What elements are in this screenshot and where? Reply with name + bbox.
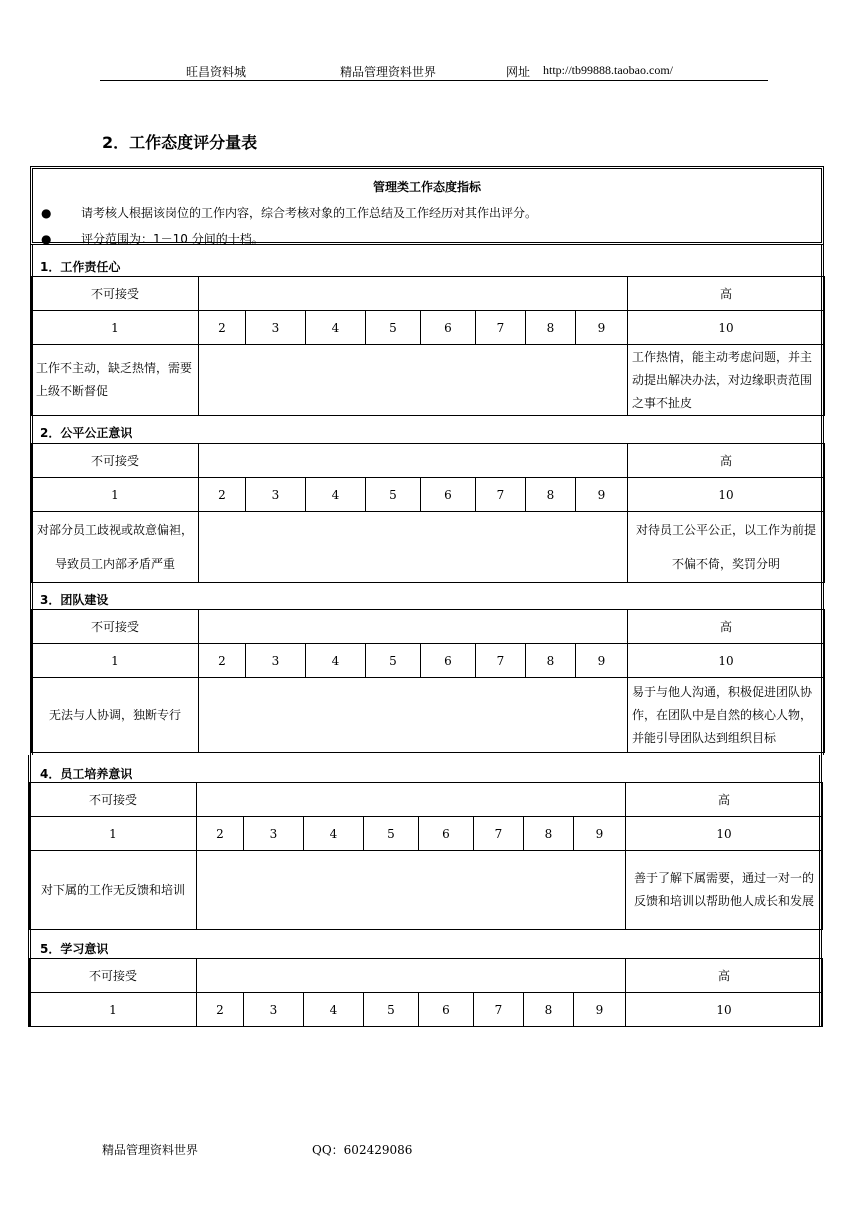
score-cell[interactable]: 7 <box>474 993 524 1027</box>
score-cell[interactable]: 4 <box>304 993 364 1027</box>
score-cell[interactable]: 8 <box>526 478 576 512</box>
score-cell[interactable]: 2 <box>197 817 244 851</box>
scale-low-label: 不可接受 <box>30 959 197 993</box>
bullet-icon: ● <box>41 232 52 246</box>
scale-low-label: 不可接受 <box>30 783 197 817</box>
score-cell[interactable]: 1 <box>32 311 199 345</box>
scale-low-label: 不可接受 <box>32 277 199 311</box>
score-cell[interactable]: 7 <box>476 644 526 678</box>
score-cell[interactable]: 8 <box>526 311 576 345</box>
low-description: 对部分员工歧视或故意偏袒，导致员工内部矛盾严重 <box>32 512 199 583</box>
score-cell[interactable]: 6 <box>419 993 474 1027</box>
intro-box <box>30 166 824 245</box>
score-cell[interactable]: 3 <box>244 817 304 851</box>
score-cell[interactable]: 1 <box>32 644 199 678</box>
intro-title: 管理类工作态度指标 <box>372 180 481 194</box>
score-cell[interactable]: 9 <box>574 817 626 851</box>
high-description: 工作热情，能主动考虑问题，并主动提出解决办法，对边缘职责范围之事不扯皮 <box>628 345 825 416</box>
score-cell[interactable]: 2 <box>199 311 246 345</box>
high-description: 善于了解下属需要，通过一对一的反馈和培训以帮助他人成长和发展 <box>626 851 823 930</box>
section-title: 2．公平公正意识 <box>40 426 133 440</box>
score-cell[interactable]: 5 <box>366 478 421 512</box>
intro-bullet-text: 请考核人根据该岗位的工作内容，综合考核对象的工作总结及工作经历对其作出评分。 <box>81 206 538 220</box>
score-cell[interactable]: 1 <box>32 478 199 512</box>
scale-low-label: 不可接受 <box>32 444 199 478</box>
header-url-label: 网址 <box>506 65 531 79</box>
score-cell[interactable]: 2 <box>199 644 246 678</box>
score-cell[interactable]: 10 <box>628 311 825 345</box>
scale-high-label: 高 <box>626 959 823 993</box>
score-cell[interactable]: 10 <box>626 817 823 851</box>
score-cell[interactable]: 4 <box>304 817 364 851</box>
section-title: 5．学习意识 <box>40 942 109 956</box>
header-shop-name: 旺昌资料城 <box>186 65 247 79</box>
high-description: 易于与他人沟通，积极促进团队协作，在团队中是自然的核心人物，并能引导团队达到组织目标 <box>628 678 825 753</box>
intro-bullet-1 <box>41 204 537 221</box>
score-cell[interactable]: 9 <box>576 311 628 345</box>
page-header <box>100 62 768 81</box>
score-cell[interactable]: 4 <box>306 311 366 345</box>
header-tagline: 精品管理资料世界 <box>340 65 437 79</box>
table-frame <box>30 245 824 755</box>
score-cell[interactable]: 7 <box>476 478 526 512</box>
score-cell[interactable]: 2 <box>197 993 244 1027</box>
footer-qq: QQ：602429086 <box>312 1143 413 1157</box>
score-cell[interactable]: 1 <box>30 817 197 851</box>
score-cell[interactable]: 6 <box>421 644 476 678</box>
score-cell[interactable]: 10 <box>628 644 825 678</box>
footer-tagline: 精品管理资料世界 <box>102 1143 199 1157</box>
score-cell[interactable]: 5 <box>364 993 419 1027</box>
score-cell[interactable]: 3 <box>246 311 306 345</box>
score-cell[interactable]: 4 <box>306 478 366 512</box>
score-cell[interactable]: 3 <box>246 478 306 512</box>
score-cell[interactable]: 9 <box>576 644 628 678</box>
score-cell[interactable]: 3 <box>246 644 306 678</box>
scale-high-label: 高 <box>626 783 823 817</box>
header-url[interactable]: http://tb99888.taobao.com/ <box>543 63 673 77</box>
score-cell[interactable]: 3 <box>244 993 304 1027</box>
scale-low-label: 不可接受 <box>32 610 199 644</box>
scale-high-label: 高 <box>628 277 825 311</box>
score-cell[interactable]: 5 <box>364 817 419 851</box>
low-description: 对下属的工作无反馈和培训 <box>30 851 197 930</box>
score-cell[interactable]: 7 <box>474 817 524 851</box>
score-cell[interactable]: 5 <box>366 644 421 678</box>
document-title: 2．工作态度评分量表 <box>102 133 258 152</box>
table-frame <box>28 755 822 1027</box>
score-cell[interactable]: 6 <box>421 311 476 345</box>
score-cell[interactable]: 7 <box>476 311 526 345</box>
scale-high-label: 高 <box>628 610 825 644</box>
score-cell[interactable]: 5 <box>366 311 421 345</box>
score-cell[interactable]: 6 <box>419 817 474 851</box>
score-cell[interactable]: 8 <box>524 993 574 1027</box>
section-title: 3．团队建设 <box>40 593 109 607</box>
score-cell[interactable]: 2 <box>199 478 246 512</box>
scale-high-label: 高 <box>628 444 825 478</box>
low-description: 工作不主动，缺乏热情，需要上级不断督促 <box>32 345 199 416</box>
score-cell[interactable]: 10 <box>626 993 823 1027</box>
score-cell[interactable]: 9 <box>576 478 628 512</box>
low-description: 无法与人协调，独断专行 <box>32 678 199 753</box>
section-title: 4．员工培养意识 <box>40 767 133 781</box>
score-cell[interactable]: 1 <box>30 993 197 1027</box>
bullet-icon: ● <box>41 206 52 220</box>
score-cell[interactable]: 9 <box>574 993 626 1027</box>
high-description: 对待员工公平公正，以工作为前提不偏不倚，奖罚分明 <box>628 512 825 583</box>
score-cell[interactable]: 10 <box>628 478 825 512</box>
score-cell[interactable]: 6 <box>421 478 476 512</box>
score-cell[interactable]: 8 <box>526 644 576 678</box>
score-cell[interactable]: 8 <box>524 817 574 851</box>
section-title: 1．工作责任心 <box>40 260 121 274</box>
intro-bullet-text: 评分范围为：1－10 分间的十档。 <box>81 232 264 246</box>
score-cell[interactable]: 4 <box>306 644 366 678</box>
